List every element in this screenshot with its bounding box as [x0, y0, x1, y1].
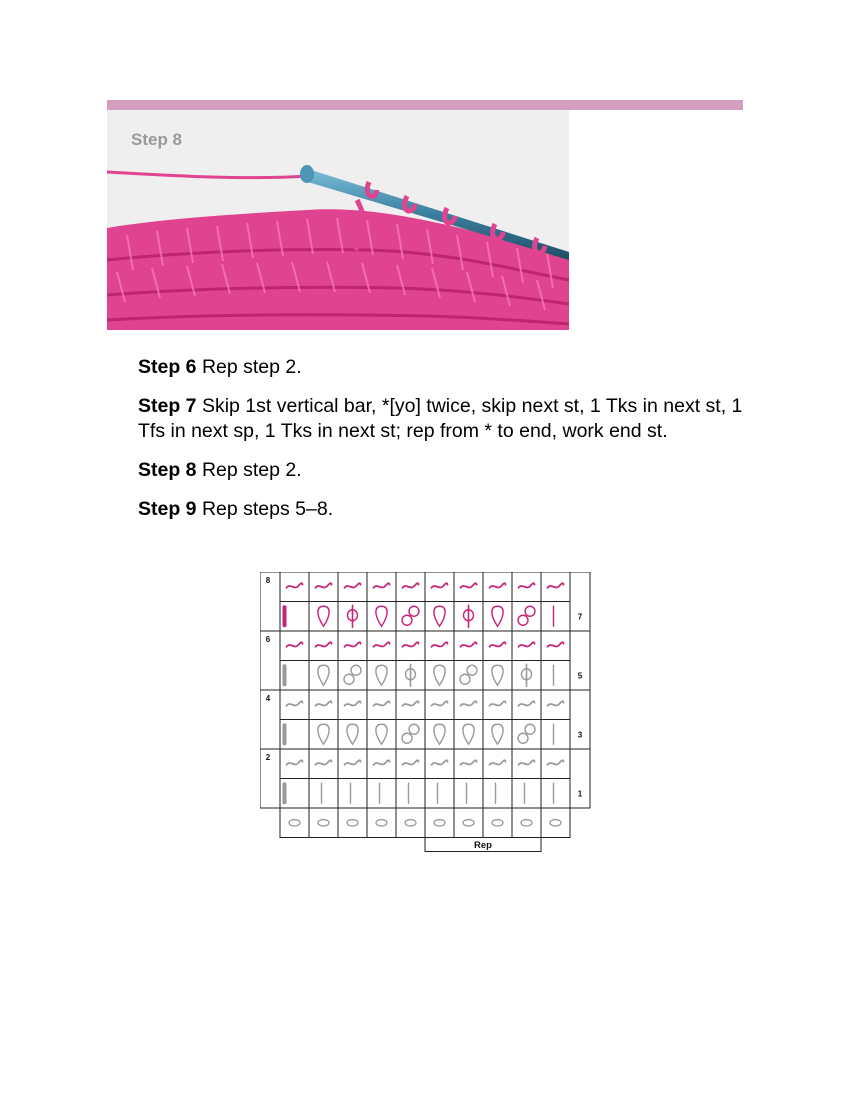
crochet-photo-illustration: [107, 110, 569, 330]
stitch-symbol-drop: [492, 724, 503, 744]
step-8: [138, 458, 750, 483]
stitch-symbol-wave: [548, 583, 564, 588]
stitch-symbol-wave: [490, 701, 506, 706]
stitch-symbol-drop: [492, 606, 503, 626]
chart-cell: [425, 808, 454, 838]
stitch-symbol-wave: [490, 583, 506, 588]
chart-cell: [396, 808, 425, 838]
stitch-symbol-wave: [345, 701, 361, 706]
chart-cell: [338, 779, 367, 809]
chart-cell: [483, 808, 512, 838]
stitch-symbol-chain: [550, 820, 561, 826]
chart-cell: [541, 661, 570, 691]
stitch-symbol-drop: [347, 724, 358, 744]
step-label: Step 9: [138, 498, 197, 520]
repeat-label: Rep: [474, 840, 492, 851]
stitch-symbol-wave: [490, 642, 506, 647]
stitch-symbol-wave: [287, 760, 303, 765]
stitch-symbol-chain: [463, 820, 474, 826]
row-number: 8: [265, 576, 271, 585]
chart-cell: [425, 779, 454, 809]
stitch-symbol-wave: [519, 583, 535, 588]
row-label-box-right: [570, 572, 590, 631]
stitch-symbol-wave: [461, 642, 477, 647]
stitch-symbol-wave: [519, 701, 535, 706]
stitch-symbol-wave: [374, 642, 390, 647]
stitch-symbol-wave: [316, 642, 332, 647]
step-instructions: [138, 355, 750, 536]
step-7: [138, 394, 750, 444]
row-number: 2: [265, 753, 271, 762]
stitch-symbol-chain: [521, 820, 532, 826]
step-label: Step 6: [138, 356, 197, 378]
stitch-symbol-eight: [460, 665, 477, 684]
stitch-symbol-drop: [376, 606, 387, 626]
stitch-symbol-wave: [548, 701, 564, 706]
stitch-symbol-wave: [548, 760, 564, 765]
chart-cell: [309, 808, 338, 838]
header-accent-bar: [107, 100, 743, 110]
stitch-symbol-wave: [548, 642, 564, 647]
chart-cell: [338, 808, 367, 838]
stitch-symbol-wave: [287, 583, 303, 588]
step-9: [138, 497, 750, 522]
chart-cell: [280, 808, 309, 838]
stitch-symbol-wave: [432, 760, 448, 765]
stitch-symbol-wave: [345, 583, 361, 588]
stitch-symbol-wave: [461, 583, 477, 588]
stitch-symbol-wave: [316, 760, 332, 765]
stitch-symbol-wave: [316, 583, 332, 588]
row-label-box-right: [570, 690, 590, 749]
step-label: Step 7: [138, 395, 197, 417]
stitch-symbol-wave: [374, 760, 390, 765]
stitch-symbol-drop: [318, 665, 329, 685]
chart-cell: [512, 779, 541, 809]
stitch-symbol-wave: [374, 701, 390, 706]
stitch-symbol-wave: [403, 642, 419, 647]
stitch-symbol-wave: [519, 642, 535, 647]
stitch-symbol-drop: [434, 606, 445, 626]
stitch-symbol-eight: [518, 606, 535, 625]
stitch-symbol-chain: [376, 820, 387, 826]
stitch-symbol-wave: [403, 760, 419, 765]
stitch-symbol-chain: [318, 820, 329, 826]
row-number: 6: [265, 635, 271, 644]
stitch-symbol-chain: [492, 820, 503, 826]
stitch-symbol-wave: [403, 701, 419, 706]
stitch-symbol-drop: [376, 665, 387, 685]
stitch-symbol-wave: [374, 583, 390, 588]
stitch-symbol-tfs: [464, 605, 474, 627]
step-photo: [107, 110, 569, 330]
stitch-symbol-eight: [402, 606, 419, 625]
row-number: 1: [577, 789, 583, 799]
stitch-chart-svg: [260, 572, 592, 856]
stitch-symbol-drop: [434, 724, 445, 744]
stitch-symbol-drop: [492, 665, 503, 685]
chart-cell: [512, 808, 541, 838]
chart-cell: [541, 779, 570, 809]
stitch-symbol-eight: [518, 724, 535, 743]
chart-cell: [367, 808, 396, 838]
stitch-symbol-wave: [345, 760, 361, 765]
chart-cell: [454, 808, 483, 838]
step-6: [138, 355, 750, 380]
stitch-symbol-eight: [402, 724, 419, 743]
stitch-symbol-wave: [432, 583, 448, 588]
stitch-symbol-wave: [316, 701, 332, 706]
row-number: 3: [577, 730, 583, 740]
stitch-symbol-drop: [434, 665, 445, 685]
step-label: Step 8: [138, 459, 197, 481]
chart-cell: [396, 779, 425, 809]
row-number: 7: [577, 612, 583, 622]
row-number: 4: [265, 694, 271, 703]
stitch-symbol-chain: [289, 820, 300, 826]
photo-step-label: Step 8: [131, 130, 183, 149]
stitch-symbol-wave: [345, 642, 361, 647]
stitch-symbol-wave: [519, 760, 535, 765]
step-text: Rep step 2.: [196, 356, 302, 378]
row-label-box-right: [570, 631, 590, 690]
stitch-symbol-wave: [432, 701, 448, 706]
stitch-symbol-wave: [461, 701, 477, 706]
stitch-symbol-wave: [403, 583, 419, 588]
row-label-box-right: [570, 749, 590, 808]
chart-cell: [541, 602, 570, 632]
stitch-symbol-drop: [318, 606, 329, 626]
stitch-chart: [260, 572, 592, 856]
stitch-symbol-wave: [287, 701, 303, 706]
chart-cell: [541, 808, 570, 838]
stitch-symbol-drop: [318, 724, 329, 744]
stitch-symbol-tfs: [522, 664, 532, 686]
row-number: 5: [577, 671, 583, 681]
stitch-symbol-eight: [344, 665, 361, 684]
stitch-symbol-wave: [432, 642, 448, 647]
stitch-symbol-tfs: [348, 605, 358, 627]
stitch-symbol-wave: [287, 642, 303, 647]
stitch-symbol-chain: [347, 820, 358, 826]
stitch-symbol-tfs: [406, 664, 416, 686]
stitch-symbol-drop: [463, 724, 474, 744]
stitch-symbol-wave: [461, 760, 477, 765]
chart-cell: [541, 720, 570, 750]
chart-cell: [454, 779, 483, 809]
stitch-symbol-chain: [405, 820, 416, 826]
stitch-symbol-wave: [490, 760, 506, 765]
step-text: Skip 1st vertical bar, *[yo] twice, skip next st, 1 Tks in next st, 1 Tfs in next sp, 1 Tks in next st; rep from * to end, work end st.: [138, 395, 743, 442]
step-text: Rep step 2.: [196, 459, 302, 481]
chart-cell: [483, 779, 512, 809]
stitch-symbol-drop: [376, 724, 387, 744]
stitch-symbol-chain: [434, 820, 445, 826]
step-text: Rep steps 5–8.: [196, 498, 334, 520]
chart-cell: [367, 779, 396, 809]
chart-cell: [309, 779, 338, 809]
